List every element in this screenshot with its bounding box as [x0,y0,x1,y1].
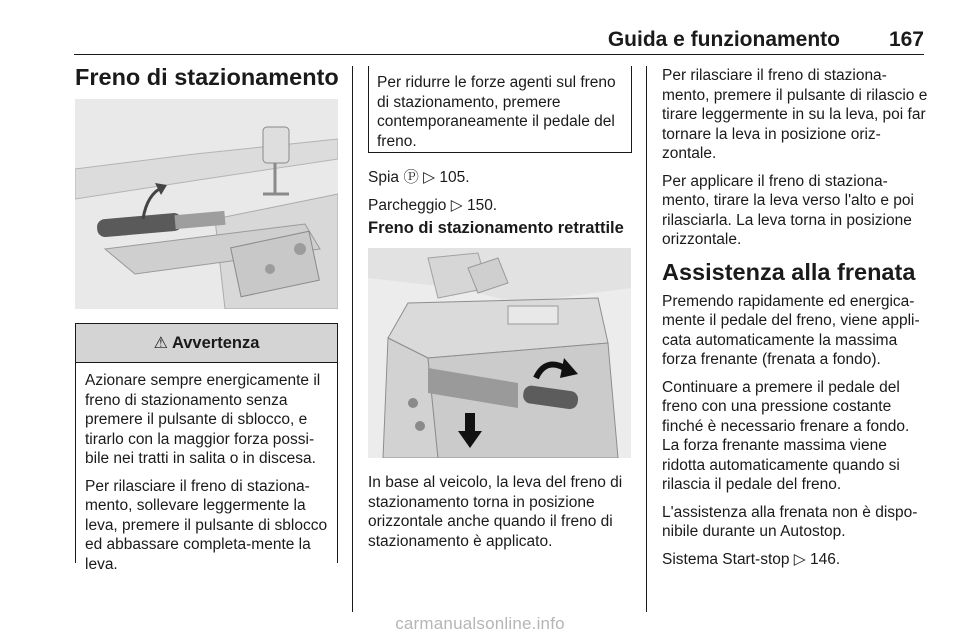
brake-assist-heading: Assistenza alla frenata [662,258,916,285]
warning-box [75,323,338,573]
brake-assist-paragraph: L'assistenza alla frenata non è dispo-nibile durante un Autostop. [662,503,918,540]
warning-triangle-icon: ⚠ [153,335,168,352]
start-stop-reference[interactable]: Sistema Start-stop ▷ 146. [662,550,841,568]
brake-assist-paragraph: Continuare a premere il pedale del freno con una pressione costante finché è necessario frenare a fondo. La forza frenante massima viene ridotta automaticamente quando si rilascia il pedale del freno. [662,378,910,493]
reference-list [368,168,632,223]
warning-label: Avvertenza [171,333,260,352]
subsection-title: Freno di stazionamento retrattile [368,219,624,237]
warning-paragraph: Azionare sempre energicamente il freno di stazionamento senza premere il pulsante di sblocco, e tirarlo con la maggior forza possi-bile nei tratti in salita o in discesa. [85,372,321,467]
warning-light-reference[interactable]: Spia Ⓟ ▷ 105. [368,169,470,186]
release-paragraph: Per rilasciare il freno di staziona-mento, premere il pulsante di rilascio e tirare leggermente in su la leva, poi far tornare la leva in posizione oriz-zontale. [662,67,928,162]
watermark: carmanualsonline.info [395,614,565,633]
parking-brake-lever-illustration [75,99,338,309]
page-number: 167 [888,28,924,51]
apply-paragraph: Per applicare il freno di staziona-mento, tirare la leva verso l'alto e poi rilasciarla. La leva torna in posizione orizzontale. [662,172,914,248]
column-divider-2 [646,66,647,612]
note-box [368,66,632,153]
running-header-title: Guida e funzionamento [607,28,840,51]
warning-paragraph: Per rilasciare il freno di staziona-mento, sollevare leggermente la leva, premere il pulsante di sblocco ed abbassare completa-mente la leva. [85,477,328,573]
warning-body [85,371,333,582]
note-text: Per ridurre le forze agenti sul freno di stazionamento, premere contemporaneamente il pedale del freno. [377,74,616,150]
retractable-description [368,473,634,559]
parking-reference[interactable]: Parcheggio ▷ 150. [368,196,498,214]
warning-header [76,323,337,363]
column-3 [662,66,928,577]
retractable-brake-illustration [368,248,631,458]
retractable-paragraph: In base al veicolo, la leva del freno di stazionamento torna in posizione orizzontale anche quando il freno di stazionamento è applicato. [368,474,623,550]
header-rule [74,54,924,55]
brake-assist-paragraph: Premendo rapidamente ed energica-mente il pedale del freno, viene appli-cata automaticamente la massima forza frenante (frenata a fondo). [662,292,920,368]
column-divider-1 [352,66,353,612]
section-title: Freno di stazionamento [75,64,339,90]
